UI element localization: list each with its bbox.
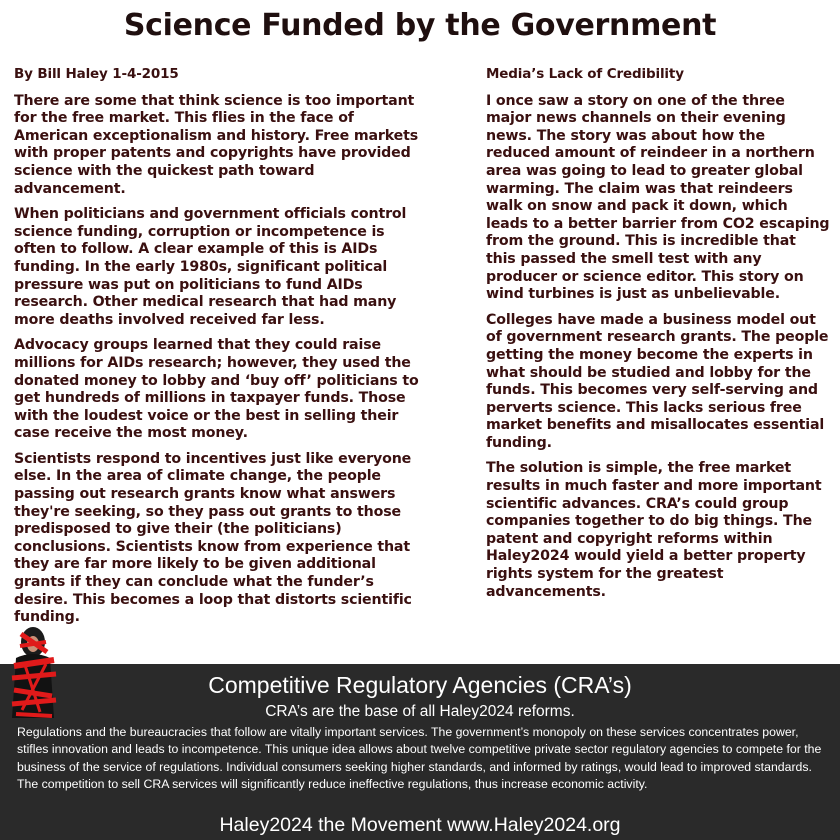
paragraph: Colleges have made a business model out of government research grants. The people getting the money become the experts in what should be studied and lobby for the funds. This becomes very self-serving and perverts science. This lacks serious free market benefits and misallocates essential funding. [486,311,829,451]
page-title: Science Funded by the Government [123,8,717,43]
right-column [486,66,830,609]
paragraph: When politicians and government officials control science funding, corruption or incompetence is often to follow. A clear example of this is AIDs funding. In the early 1980s, significant political pressure was put on politicians to fund AIDs research. Other medical research that had many more deaths involved received far less. [14,206,407,328]
footer-title: Competitive Regulatory Agencies (CRA’s) [208,672,632,698]
paragraph: There are some that think science is too important for the free market. This flies in the face of American exceptionalism and history. Free markets with proper patents and copyrights have provided science with the quickest path toward advancement. [14,92,419,197]
left-column [14,66,426,635]
person-bound-in-red-tape-icon [2,622,64,726]
footer-subtitle: CRA’s are the base of all Haley2024 reforms. [265,703,575,720]
paragraph: The solution is simple, the free market results in much faster and more important scientific advances. CRA’s could group companies together to do big things. The patent and copyright reforms within Haley2024 would yield a better property rights system for the greatest advancements. [486,460,822,600]
paragraph: Advocacy groups learned that they could raise millions for AIDs research; however, they used the donated money to lobby and ‘buy off’ politicians to get hundreds of millions in taxpayer funds. Those with the loudest voice or the best in selling their case receive the most money. [14,337,419,442]
section-heading: Media’s Lack of Credibility [486,66,684,82]
byline: By Bill Haley 1-4-2015 [14,66,179,82]
footer-tagline: Haley2024 the Movement www.Haley2024.org [219,814,621,836]
paragraph: I once saw a story on one of the three major news channels on their evening news. The story was about how the reduced amount of reindeer in a northern area was going to lead to greater global warming. The claim was that reindeers walk on snow and pack it down, which leads to a better barrier from CO2 escaping from the ground. This is incredible that this passed the smell test with any producer or science editor. This story on wind turbines is just as unbelievable. [486,92,830,303]
footer-banner [0,664,840,840]
footer-body: Regulations and the bureaucracies that follow are vitally important services. The government’s monopoly on these services concentrates power, stifles innovation and leads to incompetence. This unique idea allows about twelve competitive private sector regulatory agencies to compete for the business of the service of regulations. Individual consumers seeking higher standards, and informed by ratings, would lead to improved standards. The competition to sell CRA services will significantly reduce ineffective regulations, thus increase economic activity. [17,725,822,792]
paragraph: Scientists respond to incentives just like everyone else. In the area of climate change, the people passing out research grants know what answers they're seeking, so they pass out grants to those predisposed to give their (the politicians) conclusions. Scientists know from experience that they are far more likely to be given additional grants if they can conclude what the funder’s desire. This becomes a loop that distorts scientific funding. [14,450,412,626]
